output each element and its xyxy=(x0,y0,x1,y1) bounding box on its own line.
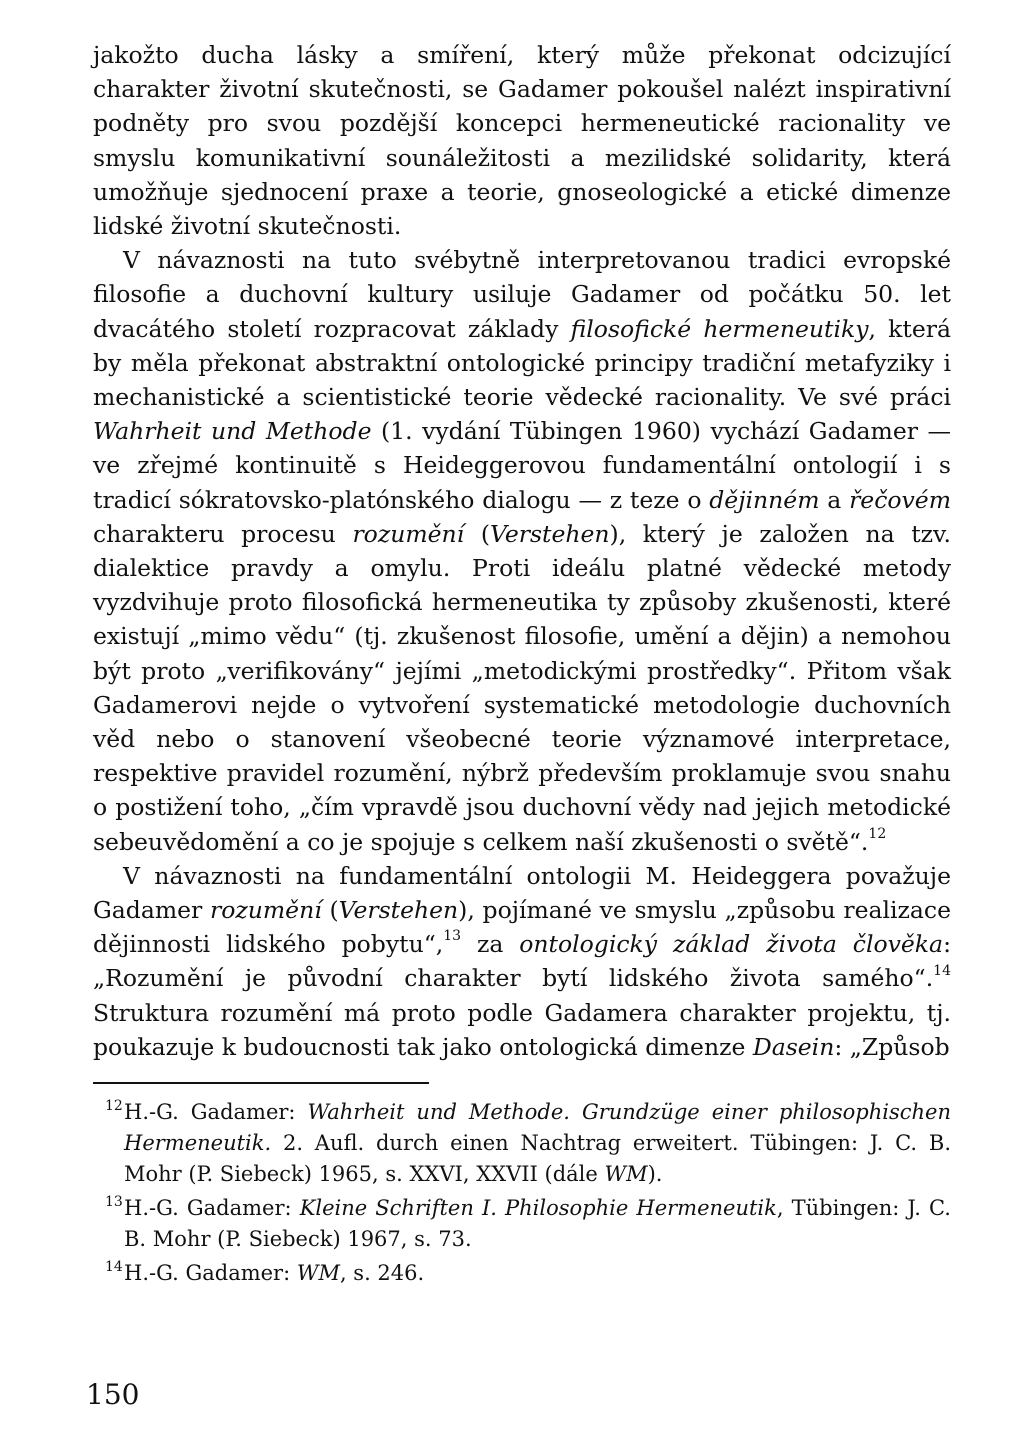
footnote-number: 12 xyxy=(105,1098,123,1114)
page-number: 150 xyxy=(86,1378,140,1411)
footnote-12 xyxy=(93,1097,951,1190)
footnote-italic: Wahrheit und Methode. Grundzüge einer philosophischen Hermeneutik. xyxy=(124,1100,952,1155)
footnotes xyxy=(93,1097,951,1292)
italic-recovem: řečovém xyxy=(849,485,951,514)
footnote-number: 13 xyxy=(105,1194,123,1210)
paragraph-3-text-b: ( xyxy=(321,896,339,925)
footnote-text: H.-G. Gadamer: xyxy=(124,1100,308,1124)
italic-dasein: Dasein xyxy=(752,1032,835,1061)
paragraph-2-text-g: ), který je založen na tzv. dialektice pravdy a omylu. Proti ideálu platné vědecké metody vyzdvihuje proto filosofická hermeneutika ty způsoby zkušenosti, které existují „mimo vědu“ (tj. zkušenost filosofie, umění a dějin) a nemohou být proto „verifikovány“ jejími „metodickými prostředky“. Přitom však Gadamerovi nejde o vytvoření systematické metodologie duchovních věd nebo o stanovení všeobecné teorie významové interpretace, respektive pravidel rozumění, nýbrž především proklamuje svou snahu o postižení toho, „čím vpravdě jsou duchovní vědy nad jejich metodické sebeuvědomění a co je spojuje s celkem naší zkušenosti o světě“. xyxy=(93,519,951,856)
footnote-text: ). xyxy=(647,1162,663,1186)
footnote-text: , Tübingen: J. C. B. Mohr (P. Siebeck) 1967, s. 73. xyxy=(124,1196,951,1251)
paragraph-3-text-c: ), pojímané ve smyslu „způsobu realizace dějinnosti lidského pobytu“, xyxy=(93,896,951,959)
footnote-italic: WM xyxy=(296,1261,340,1285)
paragraph-2-text-f: ( xyxy=(464,519,490,548)
paragraph-2-text-d: a xyxy=(819,485,850,514)
paragraph-3 xyxy=(93,859,951,1064)
footnote-text: H.-G. Gadamer: xyxy=(124,1196,300,1220)
paragraph-3-text-e: : „Rozumění je původní charakter bytí lidského života samého“. xyxy=(93,930,951,993)
footnote-text: H.-G. Gadamer: xyxy=(124,1261,297,1285)
footnote-text: 2. Aufl. durch einen Nachtrag erweitert. Tübingen: J. C. B. Mohr (P. Siebeck) 1965, s. XXVI, XXVII (dále xyxy=(124,1131,951,1186)
paragraph-3-text-g: : „Způsob xyxy=(834,1032,950,1061)
footnote-italic: WM xyxy=(604,1162,648,1186)
italic-dejinnem: dějinném xyxy=(709,485,820,514)
paragraph-1 xyxy=(93,38,951,243)
italic-verstehen-2: Verstehen xyxy=(338,896,459,925)
footnote-divider xyxy=(93,1082,429,1084)
footnote-14 xyxy=(93,1258,951,1289)
paragraph-2 xyxy=(93,243,951,859)
footnote-ref-13: 13 xyxy=(443,928,462,945)
italic-filosoficke-hermeneutiky: filosofické hermeneutiky xyxy=(570,314,869,343)
footnote-ref-12: 12 xyxy=(868,825,887,842)
paragraph-2-text-b: , která by měla překonat abstraktní ontologické principy tradiční metafyziky i mechanistické a scientistické teorie vědecké racionality. Ve své práci xyxy=(93,314,952,412)
footnote-text: , s. 246. xyxy=(339,1261,425,1285)
paragraph-2-text-c: (1. vydání Tübingen 1960) vychází Gadamer — ve zřejmé kontinuitě s Heideggerovou fundamentální ontologií i s tradicí sókratovsko-platónského dialogu — z teze o xyxy=(93,417,951,514)
main-text xyxy=(93,38,951,1064)
italic-rozumeni: rozumění xyxy=(352,519,465,548)
paragraph-3-text-a: V návaznosti na fundamentální ontologii M. Heideggera považuje Gadamer xyxy=(93,861,951,925)
footnote-ref-14: 14 xyxy=(933,962,951,979)
italic-rozumeni-2: rozumění xyxy=(209,896,322,925)
paragraph-2-text-a: V návaznosti na tuto svébytně interpretovanou tradici evropské filosofie a duchovní kultury usiluje Gadamer od počátku 50. let dvacátého století rozpracovat základy xyxy=(93,246,951,343)
paragraph-3-text-f: Struktura rozumění má proto podle Gadamera charakter projektu, tj. poukazuje k budoucnosti tak jako ontologická dimenze xyxy=(93,998,951,1061)
italic-ontologicky-zaklad: ontologický základ života člověka xyxy=(519,930,944,959)
footnote-italic: Kleine Schriften I. Philosophie Hermeneutik xyxy=(299,1196,777,1220)
italic-wahrheit-und-methode: Wahrheit und Methode xyxy=(93,417,372,446)
paragraph-3-text-d: za xyxy=(461,930,520,959)
footnote-number: 14 xyxy=(105,1259,123,1275)
paragraph-2-text-e: charakteru procesu xyxy=(93,519,353,548)
italic-verstehen: Verstehen xyxy=(490,519,610,548)
paragraph-1-text: jakožto ducha lásky a smíření, který může překonat odcizující charakter životní skutečnosti, se Gadamer pokoušel nalézt inspirativní podněty pro svou pozdější koncepci hermeneutické racionality ve smyslu komunikativní sounáležitosti a mezilidské solidarity, která umožňuje sjednocení praxe a teorie, gnoseologické a etické dimenze lidské životní skutečnosti. xyxy=(93,41,951,241)
footnote-13 xyxy=(93,1193,951,1255)
